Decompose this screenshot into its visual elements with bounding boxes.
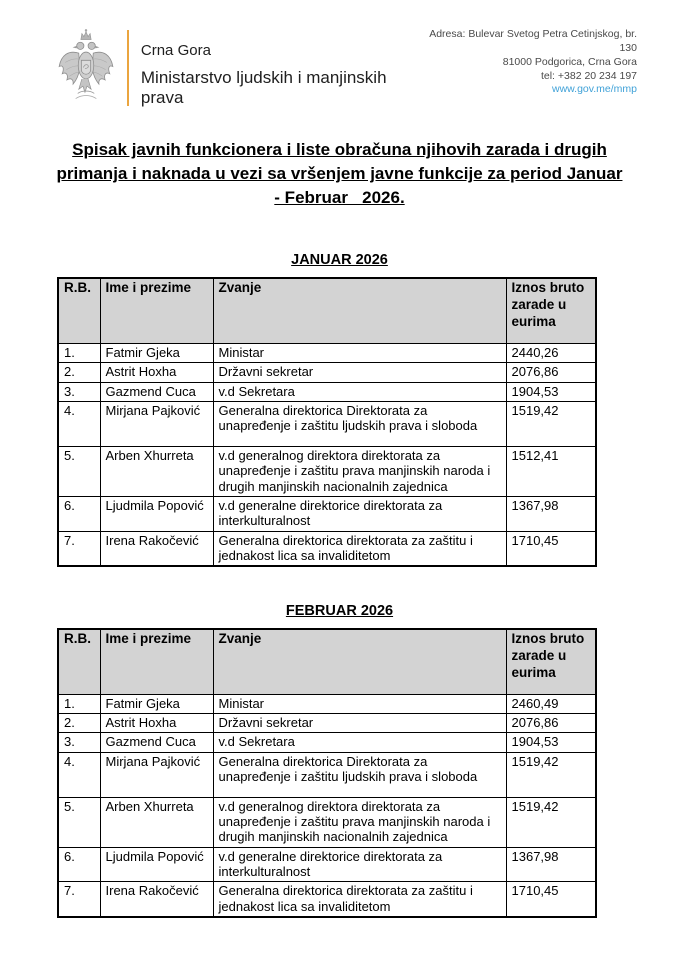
cell-amount: 1710,45 [506,882,596,917]
table-row [58,694,596,713]
cell-amount: 1904,53 [506,733,596,752]
cell-amount: 1519,42 [506,752,596,797]
cell-name: Mirjana Pajković [100,401,213,446]
cell-title: Generalna direktorica direktorata za zaštitu i jednakost lica sa invaliditetom [213,531,506,566]
section-heading-january: JANUAR 2026 [291,252,388,269]
cell-amount: 1519,42 [506,797,596,847]
cell-name: Gazmend Cuca [100,382,213,401]
cell-amount: 1512,41 [506,446,596,496]
address-line-2: 81000 Podgorica, Crna Gora [502,55,637,68]
coat-of-arms-logo [55,26,117,106]
salary-table-february [57,628,597,918]
website-link[interactable]: www.gov.me/mmp [552,83,637,96]
cell-rb: 3. [58,733,100,752]
cell-title: v.d Sekretara [213,382,506,401]
cell-rb: 5. [58,797,100,847]
cell-rb: 6. [58,847,100,882]
cell-amount: 1367,98 [506,496,596,531]
cell-amount: 1519,42 [506,401,596,446]
table-row [58,847,596,882]
cell-rb: 1. [58,694,100,713]
cell-name: Arben Xhurreta [100,797,213,847]
cell-name: Mirjana Pajković [100,752,213,797]
table-row [58,446,596,496]
cell-rb: 1. [58,343,100,362]
cell-rb: 5. [58,446,100,496]
cell-rb: 3. [58,382,100,401]
cell-title: Generalna direktorica Direktorata za unapređenje i zaštitu ljudskih prava i sloboda [213,752,506,797]
table-row [58,363,596,382]
table-row [58,531,596,566]
cell-name: Gazmend Cuca [100,733,213,752]
cell-rb: 7. [58,531,100,566]
col-header-rb: R.B. [58,278,100,343]
table-header-row [58,278,596,343]
cell-title: v.d Sekretara [213,733,506,752]
col-header-amount: Iznos bruto zarade u eurima [506,629,596,694]
document-title-line-3: - Februar 2026. [274,188,405,208]
cell-name: Arben Xhurreta [100,446,213,496]
brand-block [55,26,418,108]
cell-amount: 2076,86 [506,363,596,382]
cell-name: Astrit Hoxha [100,363,213,382]
cell-title: Državni sekretar [213,363,506,382]
cell-name: Fatmir Gjeka [100,694,213,713]
table-row [58,343,596,362]
cell-title: Generalna direktorica direktorata za zaštitu i jednakost lica sa invaliditetom [213,882,506,917]
cell-title: v.d generalne direktorice direktorata za interkulturalnost [213,847,506,882]
cell-title: v.d generalnog direktora direktorata za unapređenje i zaštitu prava manjinskih naroda i drugih manjinskih nacionalnih zajednica [213,797,506,847]
cell-title: v.d generalne direktorice direktorata za interkulturalnost [213,496,506,531]
cell-name: Irena Rakočević [100,531,213,566]
cell-title: Ministar [213,343,506,362]
brand-text [141,26,418,108]
table-row [58,496,596,531]
col-header-name: Ime i prezime [100,629,213,694]
table-header-row [58,629,596,694]
phone-line: tel: +382 20 234 197 [540,69,637,82]
cell-amount: 2460,49 [506,694,596,713]
address-line-1: Adresa: Bulevar Svetog Petra Cetinjskog, br. 130 [429,28,637,54]
cell-rb: 4. [58,752,100,797]
cell-rb: 7. [58,882,100,917]
table-row [58,401,596,446]
cell-title: v.d generalnog direktora direktorata za unapređenje i zaštitu prava manjinskih naroda i drugih manjinskih nacionalnih zajednica [213,446,506,496]
cell-amount: 1904,53 [506,382,596,401]
document-title-line-1: Spisak javnih funkcionera i liste obračuna njihovih zarada i drugih [72,140,607,159]
cell-amount: 2076,86 [506,713,596,732]
cell-rb: 2. [58,363,100,382]
cell-amount: 1710,45 [506,531,596,566]
table-row [58,882,596,917]
cell-rb: 6. [58,496,100,531]
col-header-title: Zvanje [213,278,506,343]
cell-name: Fatmir Gjeka [100,343,213,362]
salary-table-january [57,277,597,567]
document-title-line-2: primanja i naknada u vezi sa vršenjem javne funkcije za period Januar [56,164,623,184]
brand-divider [127,30,129,106]
col-header-name: Ime i prezime [100,278,213,343]
cell-rb: 4. [58,401,100,446]
cell-name: Ljudmila Popović [100,847,213,882]
col-header-rb: R.B. [58,629,100,694]
org-ministry: Ministarstvo ljudskih i manjinskih prava [140,68,387,107]
table-row [58,733,596,752]
section-heading-february: FEBRUAR 2026 [285,603,394,620]
col-header-amount: Iznos bruto zarade u eurima [506,278,596,343]
cell-title: Ministar [213,694,506,713]
cell-rb: 2. [58,713,100,732]
table-row [58,797,596,847]
cell-amount: 2440,26 [506,343,596,362]
letterhead [0,0,679,108]
cell-title: Državni sekretar [213,713,506,732]
cell-name: Irena Rakočević [100,882,213,917]
table-row [58,382,596,401]
cell-name: Astrit Hoxha [100,713,213,732]
cell-title: Generalna direktorica Direktorata za unapređenje i zaštitu ljudskih prava i sloboda [213,401,506,446]
cell-amount: 1367,98 [506,847,596,882]
contact-block [418,26,637,97]
cell-name: Ljudmila Popović [100,496,213,531]
document-title [40,138,639,210]
table-row [58,713,596,732]
col-header-title: Zvanje [213,629,506,694]
org-country: Crna Gora [140,42,211,59]
table-row [58,752,596,797]
